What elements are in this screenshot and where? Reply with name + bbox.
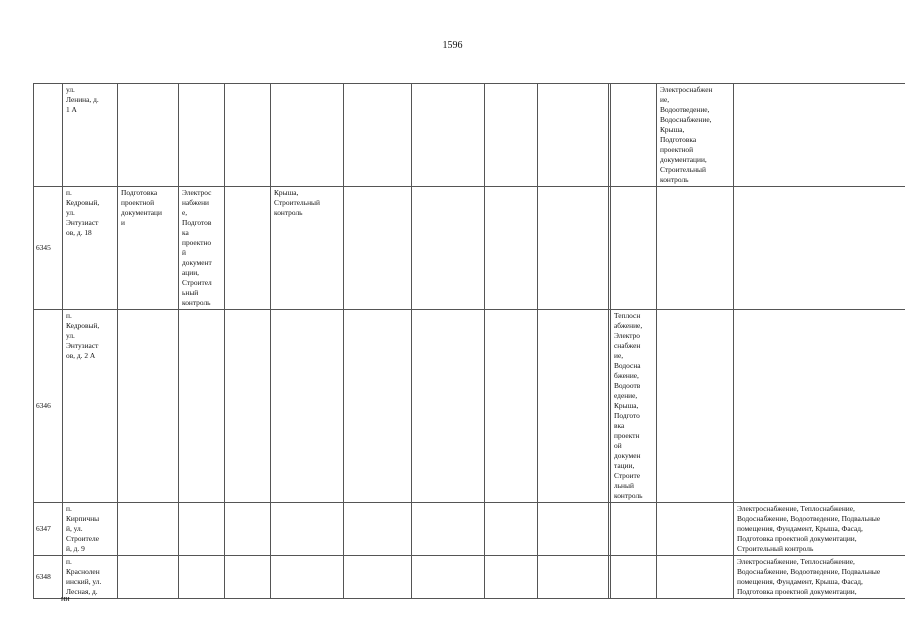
cell-text: Крыша, Строительный контроль bbox=[274, 188, 320, 217]
table-cell bbox=[538, 556, 609, 599]
address-text: п. Краснолен инский, ул. Лесная, д. bbox=[66, 557, 102, 596]
table-cell bbox=[657, 84, 734, 187]
table-cell bbox=[485, 503, 538, 556]
footer-note: нн bbox=[61, 594, 70, 603]
table-cell bbox=[538, 187, 609, 310]
table-cell bbox=[734, 503, 905, 556]
table-row bbox=[34, 187, 905, 310]
table-cell bbox=[611, 310, 657, 503]
address-cell bbox=[63, 556, 118, 599]
table-cell bbox=[412, 310, 485, 503]
table-cell bbox=[179, 84, 225, 187]
table-row bbox=[34, 503, 905, 556]
address-cell bbox=[63, 503, 118, 556]
table-cell bbox=[225, 503, 271, 556]
table-cell bbox=[412, 187, 485, 310]
address-cell bbox=[63, 84, 118, 187]
address-cell bbox=[63, 187, 118, 310]
table-cell bbox=[734, 187, 905, 310]
table-cell bbox=[344, 310, 412, 503]
table-cell bbox=[485, 84, 538, 187]
table-cell bbox=[734, 84, 905, 187]
table-cell bbox=[412, 84, 485, 187]
table-cell bbox=[179, 556, 225, 599]
table-cell bbox=[225, 187, 271, 310]
table-cell bbox=[344, 556, 412, 599]
table-cell bbox=[657, 310, 734, 503]
table-cell bbox=[225, 310, 271, 503]
table-cell bbox=[611, 503, 657, 556]
table-cell bbox=[611, 187, 657, 310]
table-cell bbox=[225, 84, 271, 187]
table-cell bbox=[179, 310, 225, 503]
table-cell bbox=[538, 310, 609, 503]
table-cell bbox=[485, 310, 538, 503]
table-cell bbox=[734, 556, 905, 599]
table-cell bbox=[412, 503, 485, 556]
table-cell bbox=[538, 503, 609, 556]
table-cell bbox=[485, 556, 538, 599]
table-cell bbox=[485, 187, 538, 310]
table-cell bbox=[538, 84, 609, 187]
table-cell bbox=[657, 556, 734, 599]
page-number: 1596 bbox=[442, 40, 463, 51]
works-table bbox=[33, 83, 905, 599]
address-cell bbox=[63, 310, 118, 503]
table-cell bbox=[344, 84, 412, 187]
table-row bbox=[34, 310, 905, 503]
cell-text: Электроснабжен ие, Водоотведение, Водоснабжение, Крыша, Подготовка проектной документации, Строительный контроль bbox=[660, 85, 713, 184]
table-cell bbox=[344, 187, 412, 310]
table-cell bbox=[611, 84, 657, 187]
cell-text: Электроснабжение, Теплоснабжение, Водоснабжение, Водоотведение, Подвальные помещения, Фундамент, Крыша, Фасад, Подготовка проектной документации, bbox=[737, 557, 881, 596]
table-cell bbox=[734, 310, 905, 503]
address-text: п. Кирпичны й, ул. Строителе й, д. 9 bbox=[66, 504, 100, 553]
table-cell bbox=[657, 503, 734, 556]
table-cell bbox=[179, 503, 225, 556]
table-cell bbox=[179, 187, 225, 310]
row-number: 6348 bbox=[34, 556, 63, 599]
table-cell bbox=[271, 503, 344, 556]
table-row bbox=[34, 556, 905, 599]
table-cell bbox=[271, 187, 344, 310]
table-cell bbox=[344, 503, 412, 556]
table-cell bbox=[412, 556, 485, 599]
table-row bbox=[34, 84, 905, 187]
table-cell bbox=[271, 310, 344, 503]
cell-text: Электрос набжени е, Подготов ка проектно й документ ации, Строител ьный контроль bbox=[182, 188, 212, 307]
cell-text: Подготовка проектной документаци и bbox=[121, 188, 162, 227]
table-cell bbox=[118, 187, 179, 310]
address-text: п. Кедровый, ул. Энтузиаст ов, д. 2 А bbox=[66, 311, 100, 360]
address-text: п. Кедровый, ул. Энтузиаст ов, д. 18 bbox=[66, 188, 100, 237]
row-number: 6346 bbox=[34, 310, 63, 503]
table-cell bbox=[611, 556, 657, 599]
table-cell bbox=[657, 187, 734, 310]
table-cell bbox=[118, 556, 179, 599]
table-cell bbox=[225, 556, 271, 599]
table-cell bbox=[271, 556, 344, 599]
row-number bbox=[34, 84, 63, 187]
table-cell bbox=[118, 84, 179, 187]
row-number: 6347 bbox=[34, 503, 63, 556]
table-cell bbox=[118, 503, 179, 556]
address-text: ул. Ленина, д. 1 А bbox=[66, 85, 99, 114]
table-cell bbox=[118, 310, 179, 503]
cell-text: Теплосн абжение, Электро снабжен ие, Водосна бжение, Водоотв едение, Крыша, Подгото вка проектн ой докумен тации, Строите льный контроль bbox=[614, 311, 643, 500]
table-cell bbox=[271, 84, 344, 187]
cell-text: Электроснабжение, Теплоснабжение, Водоснабжение, Водоотведение, Подвальные помещения, Фундамент, Крыша, Фасад, Подготовка проектной документации, Строительный контроль bbox=[737, 504, 881, 553]
row-number: 6345 bbox=[34, 187, 63, 310]
